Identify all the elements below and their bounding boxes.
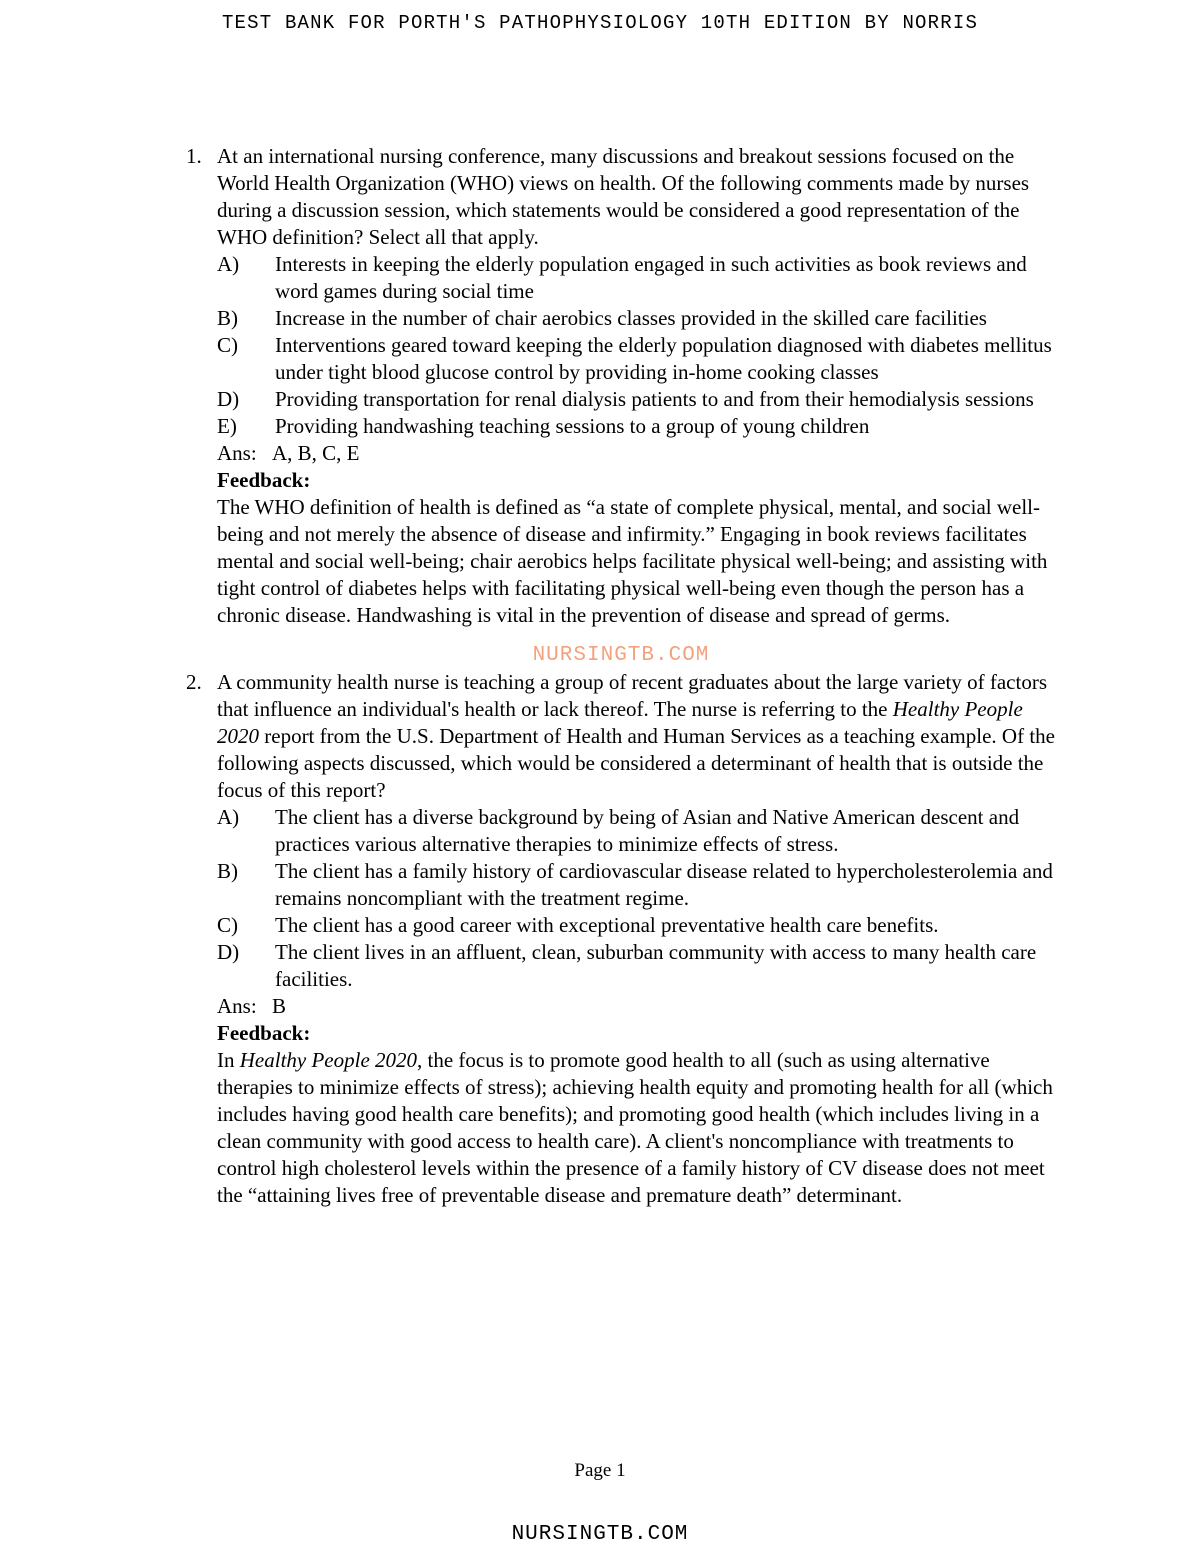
option-text: Interventions geared toward keeping the elderly population diagnosed with diabetes mellitus under tight blood glucose control by providing in-home cooking classes: [275, 333, 1052, 384]
question-number: 2.: [186, 670, 202, 694]
option-d: [217, 386, 1056, 413]
answer-label: Ans:: [217, 441, 257, 465]
question-stem: [217, 669, 1056, 804]
option-a: [217, 251, 1056, 305]
document-body: [186, 143, 1056, 1209]
option-b: [217, 305, 1056, 332]
option-text: Providing transportation for renal dialysis patients to and from their hemodialysis sessions: [275, 387, 1034, 411]
feedback-fragment: In: [217, 1048, 240, 1072]
option-text: The client lives in an affluent, clean, suburban community with access to many health care facilities.: [275, 940, 1037, 991]
option-text: Providing handwashing teaching sessions to a group of young children: [275, 414, 870, 438]
option-e: [217, 413, 1056, 440]
option-label: B): [217, 306, 238, 330]
option-label: A): [217, 805, 240, 829]
option-text: The client has a good career with exceptional preventative health care benefits.: [275, 913, 939, 937]
question-1: [186, 143, 1056, 629]
option-text: Increase in the number of chair aerobics classes provided in the skilled care facilities: [275, 306, 987, 330]
stem-text: A community health nurse is teaching a group of recent graduates about the large variety of factors that influence an individual's health or lack thereof. The nurse is referring to the: [217, 670, 1047, 721]
option-text: The client has a family history of cardiovascular disease related to hypercholesterolemia and remains noncompliant with the treatment regime.: [275, 859, 1053, 910]
option-c: [217, 332, 1056, 386]
answer-value: B: [272, 994, 287, 1018]
option-text: The client has a diverse background by being of Asian and Native American descent and practices various alternative therapies to minimize effects of stress.: [275, 805, 1020, 856]
option-b: [217, 858, 1056, 912]
question-stem: At an international nursing conference, many discussions and breakout sessions focused on the World Health Organization (WHO) views on health. Of the following comments made by nurses during a discussion session, which statements would be considered a good representation of the WHO definition? Select all that apply.: [217, 144, 1030, 249]
feedback-label: Feedback:: [217, 1021, 311, 1045]
feedback-label: Feedback:: [217, 468, 311, 492]
option-label: C): [217, 333, 238, 357]
option-c: [217, 912, 1056, 939]
option-label: A): [217, 252, 240, 276]
option-d: [217, 939, 1056, 993]
page-footer: NURSINGTB.COM: [511, 1523, 689, 1546]
option-label: D): [217, 387, 240, 411]
answer-line: [217, 440, 1056, 467]
feedback-fragment: , the focus is to promote good health to all (such as using alternative therapies to minimize effects of stress); achieving health equity and promoting health for all (which includes having good health care benefits); and promoting good health (which includes living in a clean community with good access to health care). A client's noncompliance with treatments to control high cholesterol levels within the presence of a family history of CV disease does not meet the “attaining lives free of preventable disease and premature death” determinant.: [217, 1048, 1053, 1207]
report-title: Healthy People 2020: [217, 697, 1023, 748]
option-label: B): [217, 859, 238, 883]
answer-label: Ans:: [217, 994, 257, 1018]
option-a: [217, 804, 1056, 858]
feedback-text: The WHO definition of health is defined as “a state of complete physical, mental, and social well-being and not merely the absence of disease and infirmity.” Engaging in book reviews facilitates mental and social well-being; chair aerobics helps facilitate physical well-being; and assisting with tight control of diabetes helps with facilitating physical well-being even though the person has a chronic disease. Handwashing is vital in the prevention of disease and spread of germs.: [217, 495, 1048, 627]
page-number: Page 1: [574, 1460, 626, 1481]
question-2: [186, 669, 1056, 1209]
option-label: D): [217, 940, 240, 964]
option-text: Interests in keeping the elderly population engaged in such activities as book reviews and word games during social time: [275, 252, 1027, 303]
answer-line: [217, 993, 1056, 1020]
option-label: E): [217, 414, 237, 438]
stem-text: report from the U.S. Department of Health and Human Services as a teaching example. Of the following aspects discussed, which would be considered a determinant of health that is outside the focus of this report?: [217, 724, 1055, 802]
page-header: TEST BANK FOR PORTH'S PATHOPHYSIOLOGY 10TH EDITION BY NORRIS: [221, 12, 979, 34]
report-title: Healthy People 2020: [239, 1048, 418, 1072]
feedback-text: [217, 1047, 1056, 1209]
watermark: NURSINGTB.COM: [532, 644, 710, 667]
question-number: 1.: [186, 144, 202, 168]
option-label: C): [217, 913, 238, 937]
answer-value: A, B, C, E: [272, 441, 360, 465]
